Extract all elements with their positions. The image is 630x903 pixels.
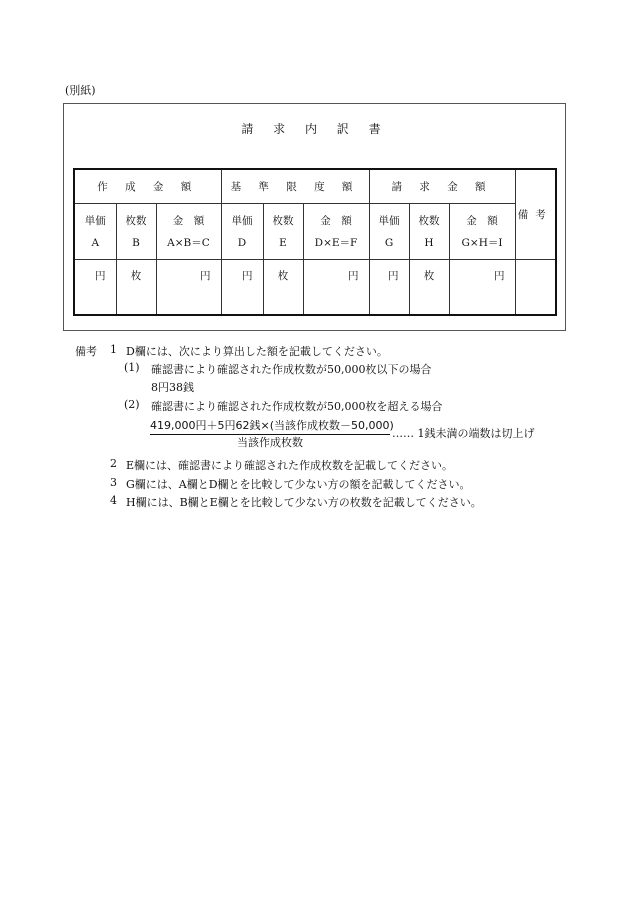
formula-denominator: 当該作成枚数 [237, 436, 303, 449]
col-header-h [409, 204, 449, 260]
note-1-2-number: (2) [124, 398, 140, 411]
col-label: 枚数 [418, 214, 440, 227]
notes-label: 備考 [75, 345, 97, 358]
col-code: A×B＝C [167, 236, 210, 249]
col-label: 金 額 [466, 214, 498, 227]
col-code: G [384, 236, 394, 249]
col-header-g [369, 204, 409, 260]
note-3-number: 3 [110, 476, 117, 489]
col-header-b [116, 204, 156, 260]
col-label: 単価 [378, 214, 400, 227]
col-code: G×H＝I [461, 236, 503, 249]
note-1-number: 1 [110, 343, 117, 356]
attachment-label: (別紙) [65, 84, 96, 97]
group-header-production: 作 成 金 額 [74, 169, 221, 204]
col-header-d [221, 204, 263, 260]
note-1-2-text: 確認書により確認された作成枚数が50,000枚を超える場合 [151, 400, 443, 413]
col-code: E [279, 236, 287, 249]
col-header-a [74, 204, 116, 260]
col-label: 枚数 [272, 214, 294, 227]
note-4-text: H欄には、B欄とE欄とを比較して少ない方の枚数を記載してください。 [126, 496, 482, 509]
group-header-standard-limit: 基 準 限 度 額 [221, 169, 369, 204]
col-header-c [156, 204, 221, 260]
cell-f[interactable]: 円 [303, 260, 369, 316]
note-1-1-text: 確認書により確認された作成枚数が50,000枚以下の場合 [151, 363, 432, 376]
note-3-text: G欄には、A欄とD欄とを比較して少ない方の額を記載してください。 [126, 478, 471, 491]
col-label: 金 額 [172, 214, 205, 227]
col-label: 金 額 [320, 214, 352, 227]
col-code: B [132, 236, 140, 249]
col-code: D [237, 236, 247, 249]
cell-i[interactable]: 円 [449, 260, 515, 316]
note-1-1-number: (1) [124, 361, 140, 374]
col-code: D×E＝F [314, 236, 358, 249]
note-2-number: 2 [110, 457, 117, 470]
col-label: 枚数 [125, 214, 147, 227]
breakdown-table [73, 168, 557, 316]
col-label: 単価 [84, 214, 106, 227]
note-1-text: D欄には、次により算出した額を記載してください。 [126, 345, 388, 358]
formula-numerator: 419,000円＋5円62銭×(当該作成枚数－50,000) [150, 417, 390, 435]
remarks-header: 備考 [515, 169, 556, 260]
col-code: A [91, 236, 100, 249]
note-2-text: E欄には、確認書により確認された作成枚数を記載してください。 [126, 459, 454, 472]
form-title: 請 求 内 訳 書 [241, 122, 389, 136]
cell-c[interactable]: 円 [156, 260, 221, 316]
formula-rounding-note: …… 1銭未満の端数は切上げ [392, 427, 535, 440]
col-code: H [424, 236, 434, 249]
cell-a[interactable]: 円 [74, 260, 116, 316]
note-1-1-value: 8円38銭 [151, 381, 194, 394]
cell-g[interactable]: 円 [369, 260, 409, 316]
group-header-claim: 請 求 金 額 [369, 169, 515, 204]
col-header-f [303, 204, 369, 260]
cell-e[interactable]: 枚 [263, 260, 303, 316]
col-header-e [263, 204, 303, 260]
col-header-i [449, 204, 515, 260]
cell-b[interactable]: 枚 [116, 260, 156, 316]
cell-remarks[interactable] [515, 260, 556, 316]
note-4-number: 4 [110, 494, 117, 507]
cell-h[interactable]: 枚 [409, 260, 449, 316]
col-label: 単価 [231, 214, 253, 227]
cell-d[interactable]: 円 [221, 260, 263, 316]
